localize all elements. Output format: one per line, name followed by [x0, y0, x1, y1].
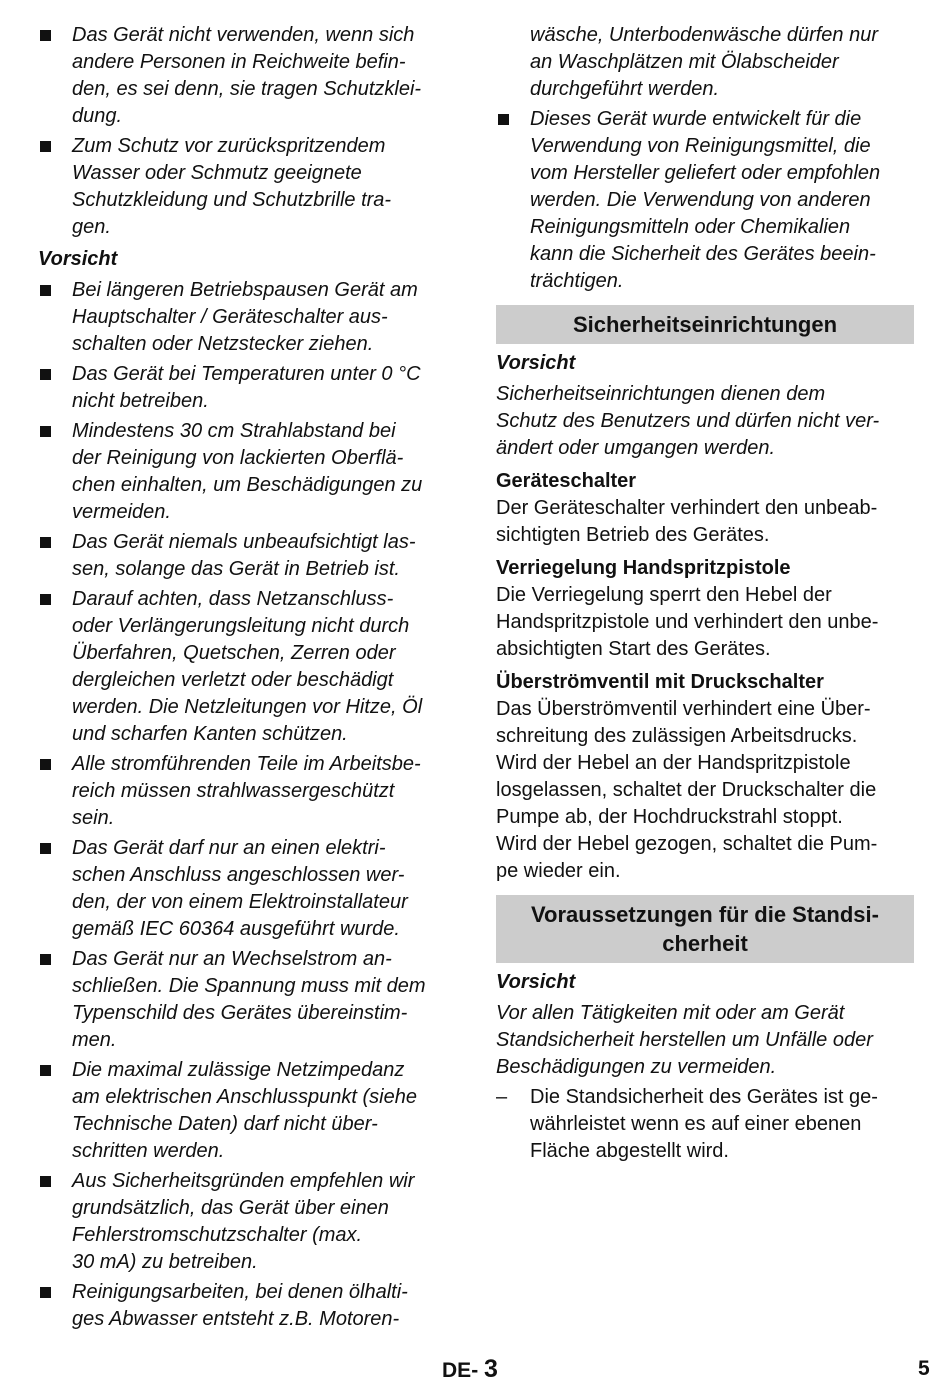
- text-line: Alle stromführenden Teile im Arbeitsbe-: [72, 753, 421, 775]
- text-line: schritten werden.: [72, 1140, 225, 1162]
- text-line: Darauf achten, dass Netzanschluss-: [72, 588, 394, 610]
- text-line: Zum Schutz vor zurückspritzendem: [72, 135, 386, 157]
- square-bullet-icon: [40, 843, 51, 854]
- text-line: chen einhalten, um Beschädigungen zu: [72, 474, 423, 496]
- dash-marker: –: [496, 1086, 508, 1108]
- text-line: dergleichen verletzt oder beschädigt: [72, 669, 394, 691]
- square-bullet-icon: [40, 1287, 51, 1298]
- square-bullet-icon: [40, 537, 51, 548]
- text-line: schen Anschluss angeschlossen wer-: [72, 864, 405, 886]
- bullet-list: [38, 22, 456, 241]
- text-line: Die Standsicherheit des Gerätes ist ge-: [530, 1086, 878, 1108]
- continued-list-item: [496, 22, 914, 103]
- text-line: Technische Daten) darf nicht über-: [72, 1113, 378, 1135]
- text-line: Dieses Gerät wurde entwickelt für die: [530, 108, 862, 130]
- text-line: absichtigten Start des Gerätes.: [496, 638, 771, 660]
- text-line: gen.: [72, 216, 111, 238]
- text-line: schließen. Die Spannung muss mit dem: [72, 975, 426, 997]
- bullet-list-item: [38, 22, 456, 130]
- bullet-list-item: [38, 529, 456, 583]
- text-line: der Reinigung von lackierten Oberflä-: [72, 447, 404, 469]
- bullet-list-item: [496, 106, 914, 295]
- text-line: ges Abwasser entsteht z.B. Motoren-: [72, 1308, 400, 1330]
- bullet-list: [496, 106, 914, 295]
- section-heading-stability: [496, 895, 914, 963]
- text-line: Hauptschalter / Geräteschalter aus-: [72, 306, 388, 328]
- text-line: Beschädigungen zu vermeiden.: [496, 1056, 777, 1078]
- text-line: durchgeführt werden.: [530, 78, 720, 100]
- square-bullet-icon: [498, 114, 509, 125]
- square-bullet-icon: [40, 141, 51, 152]
- text-line: Bei längeren Betriebspausen Gerät am: [72, 279, 418, 301]
- text-line: Die maximal zulässige Netzimpedanz: [72, 1059, 405, 1081]
- text-line: wäsche, Unterbodenwäsche dürfen nur: [530, 24, 878, 46]
- square-bullet-icon: [40, 594, 51, 605]
- text-line: sichtigten Betrieb des Gerätes.: [496, 524, 770, 546]
- dash-list-item: [496, 1084, 914, 1165]
- text-line: Sicherheitseinrichtungen: [572, 312, 838, 337]
- text-line: Reinigungsarbeiten, bei denen ölhalti-: [72, 1281, 408, 1303]
- text-line: grundsätzlich, das Gerät über einen: [72, 1197, 389, 1219]
- text-line: losgelassen, schaltet der Druckschalter die: [496, 779, 877, 801]
- text-line: vermeiden.: [72, 501, 171, 523]
- footer-separator: -: [471, 1359, 479, 1382]
- text-line: Fläche abgestellt wird.: [530, 1140, 729, 1162]
- text-line: vom Hersteller geliefert oder empfohlen: [530, 162, 881, 184]
- bullet-list-item: [38, 946, 456, 1054]
- dash-item-text: [530, 1084, 914, 1165]
- section-heading-safety-devices: [496, 305, 914, 344]
- caution-label: Vorsicht: [496, 971, 576, 993]
- text-line: Pumpe ab, der Hochdruckstrahl stoppt.: [496, 806, 843, 828]
- square-bullet-icon: [40, 1065, 51, 1076]
- text-line: am elektrischen Anschlusspunkt (siehe: [72, 1086, 417, 1108]
- text-line: cherheit: [662, 931, 748, 956]
- text-line: Das Gerät bei Temperaturen unter 0 °C: [72, 363, 421, 385]
- text-line: andere Personen in Reichweite befin-: [72, 51, 406, 73]
- bullet-list-item: [38, 361, 456, 415]
- bullet-list-item: [38, 586, 456, 748]
- text-line: Schutzkleidung und Schutzbrille tra-: [72, 189, 392, 211]
- bullet-list-item: [38, 835, 456, 943]
- text-line: oder Verlängerungsleitung nicht durch: [72, 615, 410, 637]
- text-line: Voraussetzungen für die Standsi-: [531, 902, 879, 927]
- text-line: kann die Sicherheit des Gerätes beein-: [530, 243, 876, 265]
- text-line: Überfahren, Quetschen, Zerren oder: [72, 642, 396, 664]
- text-line: ändert oder umgangen werden.: [496, 437, 776, 459]
- text-line: Das Gerät nur an Wechselstrom an-: [72, 948, 392, 970]
- footer-section-page: 3: [484, 1355, 498, 1383]
- bullet-list-item: [38, 418, 456, 526]
- text-line: an Waschplätzen mit Ölabscheider: [530, 51, 839, 73]
- text-line: Wasser oder Schmutz geeignete: [72, 162, 362, 184]
- caution-text: [496, 381, 914, 462]
- text-line: Das Gerät nicht verwenden, wenn sich: [72, 24, 415, 46]
- bullet-list-item: [38, 751, 456, 832]
- text-line: und scharfen Kanten schützen.: [72, 723, 348, 745]
- square-bullet-icon: [40, 369, 51, 380]
- text-line: gemäß IEC 60364 ausgeführt wurde.: [72, 918, 400, 940]
- text-line: währleistet wenn es auf einer ebenen: [530, 1113, 862, 1135]
- text-line: schalten oder Netzstecker ziehen.: [72, 333, 374, 355]
- right-column: [496, 22, 914, 1168]
- square-bullet-icon: [40, 954, 51, 965]
- bullet-list-item: [38, 133, 456, 241]
- text-line: werden. Die Netzleitungen vor Hitze, Öl: [72, 696, 423, 718]
- bullet-list-item: [38, 1168, 456, 1276]
- text-line: 30 mA) zu betreiben.: [72, 1251, 258, 1273]
- caution-text: [496, 1000, 914, 1081]
- text-line: Wird der Hebel an der Handspritzpistole: [496, 752, 851, 774]
- page-number: 5: [918, 1357, 930, 1380]
- bullet-list-item: [38, 1279, 456, 1333]
- text-line: Wird der Hebel gezogen, schaltet die Pum-: [496, 833, 878, 855]
- subsection-text: [496, 582, 914, 663]
- subsection-title: Verriegelung Handspritzpistole: [496, 557, 791, 579]
- text-line: men.: [72, 1029, 117, 1051]
- caution-label: Vorsicht: [496, 352, 576, 374]
- text-line: werden. Die Verwendung von anderen: [530, 189, 871, 211]
- text-line: Mindestens 30 cm Strahlabstand bei: [72, 420, 396, 442]
- square-bullet-icon: [40, 1176, 51, 1187]
- text-line: Das Überströmventil verhindert eine Über-: [496, 698, 871, 720]
- footer-language: DE: [442, 1359, 472, 1382]
- text-line: dung.: [72, 105, 123, 127]
- square-bullet-icon: [40, 759, 51, 770]
- subsection-title: Überströmventil mit Druckschalter: [496, 671, 824, 693]
- text-line: Der Geräteschalter verhindert den unbeab-: [496, 497, 878, 519]
- text-line: Typenschild des Gerätes übereinstim-: [72, 1002, 408, 1024]
- bullet-list-item: [38, 277, 456, 358]
- text-line: Schutz des Benutzers und dürfen nicht ver-: [496, 410, 880, 432]
- text-line: Aus Sicherheitsgründen empfehlen wir: [72, 1170, 415, 1192]
- text-line: trächtigen.: [530, 270, 624, 292]
- text-line: Standsicherheit herstellen um Unfälle oder: [496, 1029, 873, 1051]
- text-line: Vor allen Tätigkeiten mit oder am Gerät: [496, 1002, 845, 1024]
- text-line: Reinigungsmitteln oder Chemikalien: [530, 216, 851, 238]
- text-line: Handspritzpistole und verhindert den unbe-: [496, 611, 879, 633]
- text-line: den, der von einem Elektroinstallateur: [72, 891, 408, 913]
- text-line: den, es sei denn, sie tragen Schutzklei-: [72, 78, 422, 100]
- text-line: Die Verriegelung sperrt den Hebel der: [496, 584, 832, 606]
- text-line: Verwendung von Reinigungsmittel, die: [530, 135, 871, 157]
- text-line: nicht betreiben.: [72, 390, 209, 412]
- text-line: Das Gerät niemals unbeaufsichtigt las-: [72, 531, 416, 553]
- square-bullet-icon: [40, 30, 51, 41]
- subsection-list: [496, 468, 914, 885]
- bullet-list: [38, 277, 456, 1333]
- text-line: reich müssen strahlwassergeschützt: [72, 780, 395, 802]
- text-line: schreitung des zulässigen Arbeitsdrucks.: [496, 725, 858, 747]
- text-line: sen, solange das Gerät in Betrieb ist.: [72, 558, 400, 580]
- bullet-list-item: [38, 1057, 456, 1165]
- text-line: Sicherheitseinrichtungen dienen dem: [496, 383, 826, 405]
- subsection-text: [496, 696, 914, 885]
- square-bullet-icon: [40, 285, 51, 296]
- left-column: [38, 22, 456, 1336]
- text-line: pe wieder ein.: [496, 860, 621, 882]
- caution-label: Vorsicht: [38, 248, 118, 270]
- text-line: sein.: [72, 807, 115, 829]
- text-line: Das Gerät darf nur an einen elektri-: [72, 837, 386, 859]
- text-line: Fehlerstromschutzschalter (max.: [72, 1224, 363, 1246]
- subsection-text: [496, 495, 914, 549]
- square-bullet-icon: [40, 426, 51, 437]
- subsection-title: Geräteschalter: [496, 470, 637, 492]
